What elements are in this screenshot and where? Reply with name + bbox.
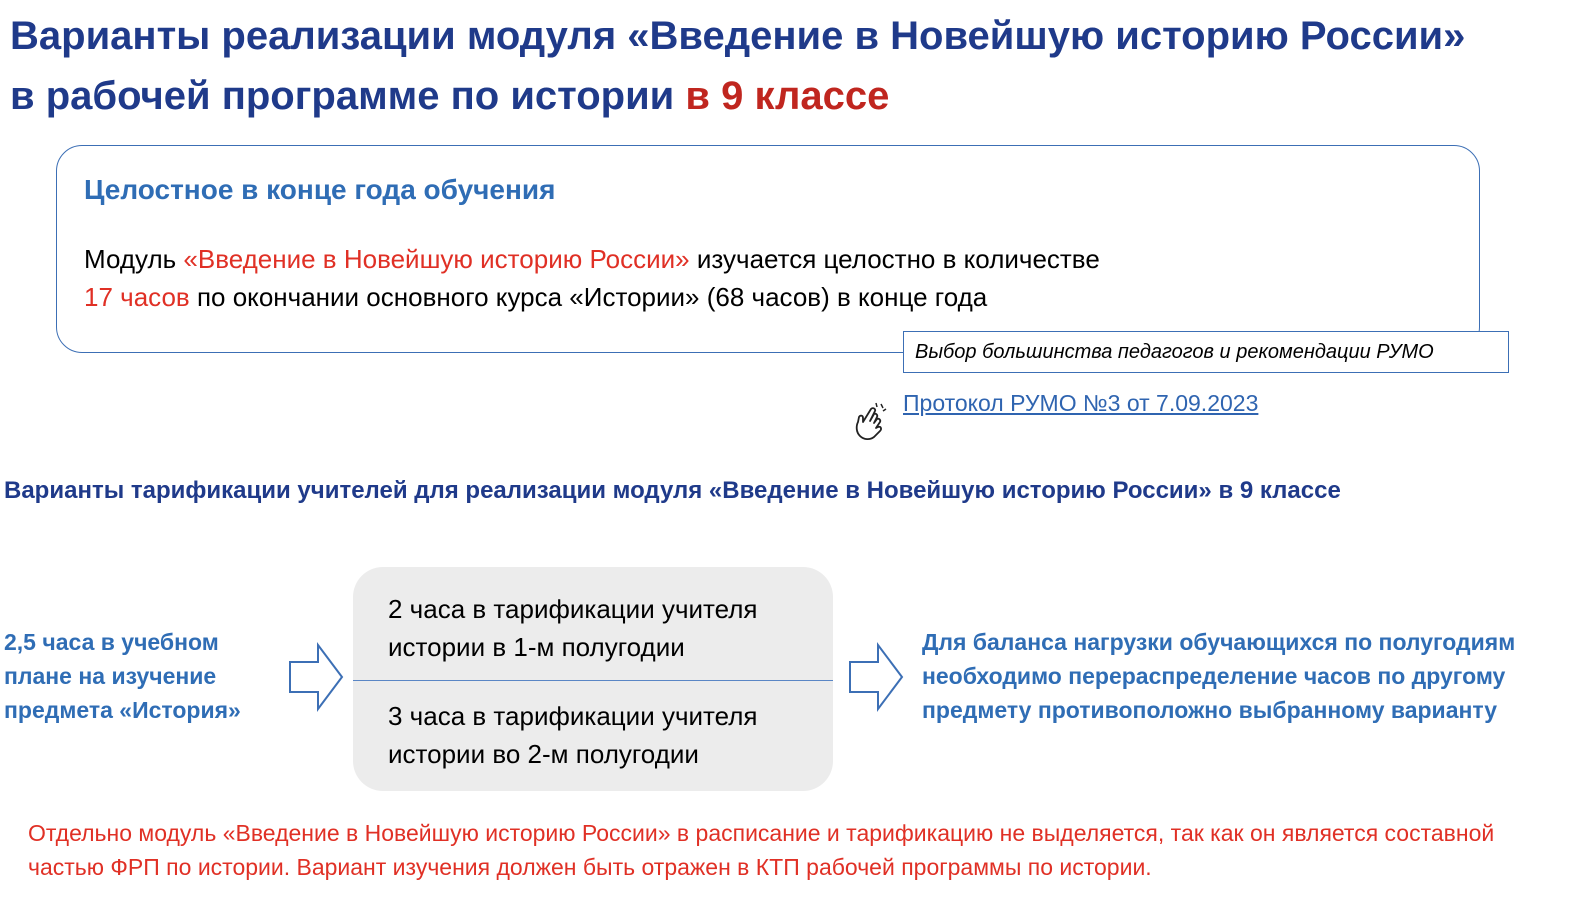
option-first-half: 2 часа в тарификации учителя истории в 1-м полугодии <box>388 594 758 662</box>
right-arrow-icon <box>848 642 904 712</box>
option-second-half: 3 часа в тарификации учителя истории во 2-м полугодии <box>388 701 758 769</box>
module-suffix: по окончании основного курса «Истории» (68 часов) в конце года <box>189 282 988 312</box>
curriculum-hours-text: 2,5 часа в учебном плане на изучение предмета «История» <box>4 629 241 723</box>
module-name: «Введение в Новейшую историю России» <box>183 244 690 274</box>
page-title <box>10 6 1590 126</box>
module-mid: изучается целостно в количестве <box>689 244 1100 274</box>
footer-note: Отдельно модуль «Введение в Новейшую историю России» в расписание и тарификацию не выделяется, так как он является составной частью ФРП по истории. Вариант изучения должен быть отражен в КТП рабочей программы по истории. <box>28 820 1495 880</box>
whole-study-heading: Целостное в конце года обучения <box>84 174 556 205</box>
hand-pointer-icon[interactable] <box>850 400 890 442</box>
right-arrow-icon <box>288 642 344 712</box>
balance-note-text: Для баланса нагрузки обучающихся по полугодиям необходимо перераспределение часов по другому предмету противоположно выбранному варианту <box>922 629 1516 723</box>
module-prefix: Модуль <box>84 244 184 274</box>
tariff-variants-heading: Варианты тарификации учителей для реализации модуля «Введение в Новейшую историю России» в 9 классе <box>4 477 1341 504</box>
whole-study-text <box>84 240 1464 316</box>
protocol-link[interactable]: Протокол РУМО №3 от 7.09.2023 <box>903 390 1259 416</box>
title-line-2 <box>10 66 1590 126</box>
title-line-1: Варианты реализации модуля «Введение в Новейшую историю России» <box>10 14 1466 58</box>
title-line-2-grade: в 9 классе <box>685 74 890 118</box>
options-divider <box>353 680 833 681</box>
title-line-2-main: в рабочей программе по истории <box>10 74 686 118</box>
recommendation-note: Выбор большинства педагогов и рекомендации РУМО <box>903 331 1509 373</box>
module-hours: 17 часов <box>84 282 190 312</box>
